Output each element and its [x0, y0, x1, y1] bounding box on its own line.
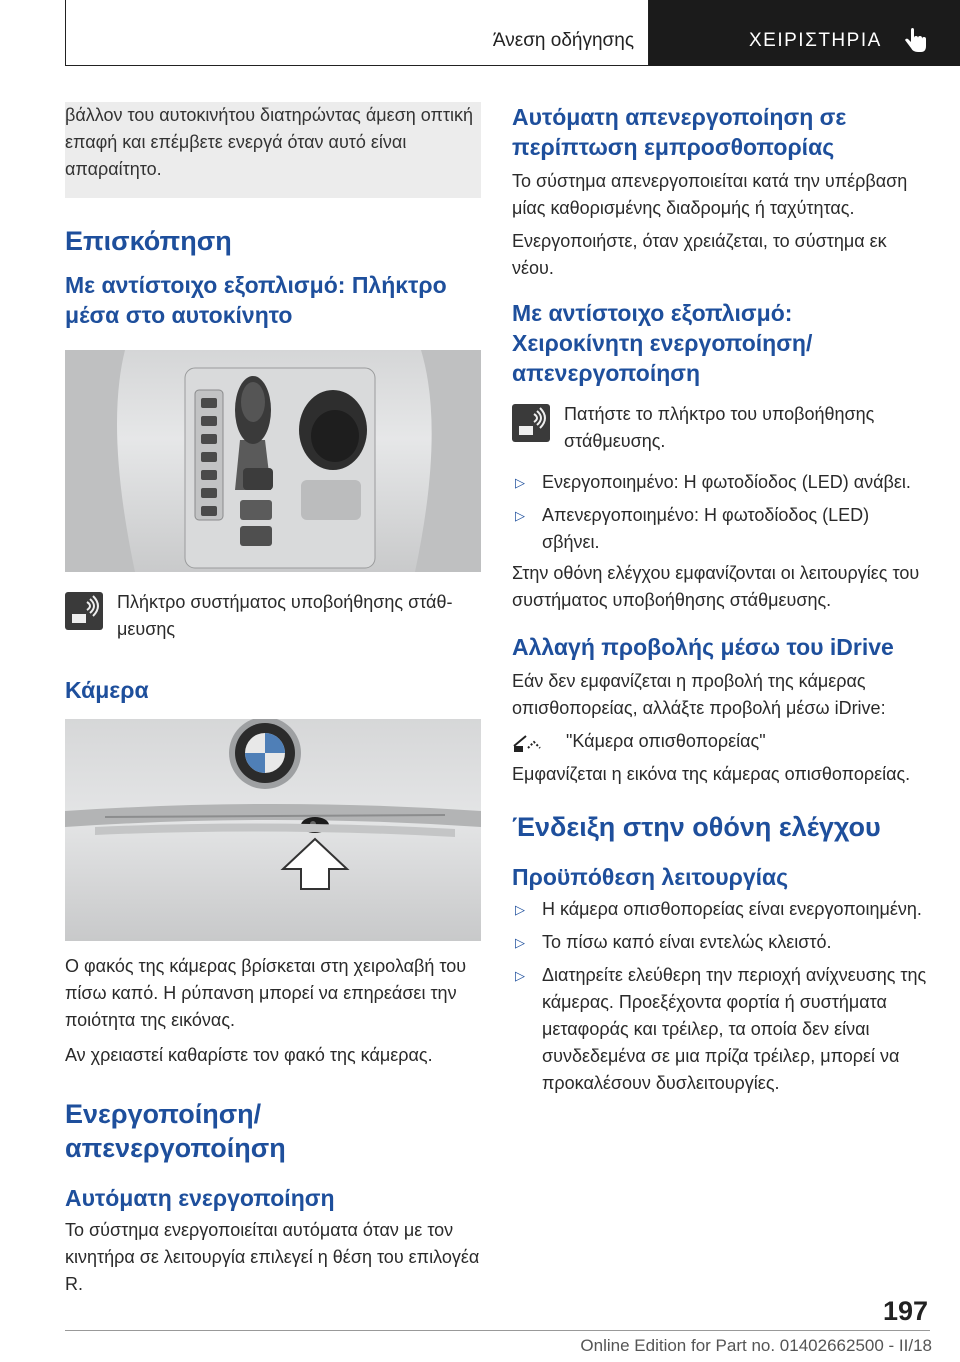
page-header [65, 0, 960, 66]
equipment-button-heading: Με αντίστοιχο εξοπλισμό: Πλήκτρο μέσα στο αυτοκίνητο [65, 272, 447, 328]
rear-camera-photo [65, 719, 481, 941]
rear-camera-illustration [65, 719, 481, 941]
bullet-arrow-icon: ▷ [515, 508, 525, 523]
header-chapter-title: ΧΕΙΡΙΣΤΗΡΙΑ [749, 30, 882, 51]
display-heading: Ένδειξη στην οθόνη ελέγχου [512, 812, 881, 842]
list-item [512, 469, 928, 496]
footer-divider [65, 1330, 930, 1331]
auto-activation-text: Το σύστημα ενεργοποιείται αυτόματα όταν με τον κινητήρα σε λειτουργία επιλεγεί η θέση του επιλογέα R. [65, 1220, 480, 1294]
idrive-menu-row [512, 728, 928, 755]
list-item [512, 502, 928, 556]
activation-heading: Ενεργοποίηση/απενεργοποίηση [65, 1099, 286, 1163]
note-text: βάλλον του αυτοκινήτου διατηρώντας άμεση οπτική επαφή και επέμβετε ενεργά όταν αυτό είναι απαραίτητο. [65, 105, 474, 179]
list-item [512, 929, 928, 956]
left-column [65, 102, 481, 1298]
led-off-text: Απενεργοποιημένο: Η φωτοδίοδος (LED) σβήνει. [542, 505, 870, 552]
footer-edition-text: Online Edition for Part no. 01402662500 - II/18 [580, 1336, 932, 1355]
list-item [512, 962, 928, 1097]
prerequisite-heading: Προϋπόθεση λειτουργίας [512, 864, 789, 890]
prereq-item: Το πίσω καπό είναι εντελώς κλειστό. [542, 932, 832, 952]
bullet-arrow-icon: ▷ [515, 935, 525, 950]
header-chapter-box [649, 0, 960, 66]
camera-view-icon [512, 728, 544, 755]
parking-assist-button-icon [512, 404, 550, 442]
bullet-arrow-icon: ▷ [515, 475, 525, 490]
bullet-arrow-icon: ▷ [515, 902, 525, 917]
led-on-text: Ενεργοποιημένο: Η φωτοδίοδος (LED) ανάβει. [542, 472, 911, 492]
auto-deactivation-heading: Αυτόματη απενεργοποίηση σε περίπτωση εμπροσθοπορίας [512, 104, 847, 160]
functions-text: Στην οθόνη ελέγχου εμφανίζονται οι λειτουργίες του συστήματος υποβοήθησης στάθμευσης. [512, 563, 920, 610]
bullet-arrow-icon: ▷ [515, 968, 525, 983]
idrive-heading: Αλλαγή προβολής μέσω του iDrive [512, 634, 894, 660]
parking-assist-button-icon [65, 592, 103, 630]
manual-instruction-text: Πατήστε το πλήκτρο του υποβοήθησης στάθμευσης. [564, 404, 875, 451]
idrive-result-text: Εμφανίζεται η εικόνα της κάμερας οπισθοπορείας. [512, 764, 911, 784]
list-item [512, 896, 928, 923]
page-number: 197 [882, 1296, 928, 1326]
header-section-box [65, 0, 649, 66]
camera-heading: Κάμερα [65, 677, 149, 703]
overview-heading: Επισκόπηση [65, 226, 232, 256]
reactivate-text: Ενεργοποιήστε, όταν χρειάζεται, το σύστημα εκ νέου. [512, 231, 887, 278]
prereq-item: Η κάμερα οπισθοπορείας είναι ενεργοποιημένη. [542, 899, 922, 919]
idrive-text: Εάν δεν εμφανίζεται η προβολή της κάμερας οπισθοπορείας, αλλάξτε προβολή μέσω iDrive: [512, 671, 886, 718]
right-column [512, 102, 928, 1097]
manual-activation-heading: Με αντίστοιχο εξοπλισμό: Χειροκίνητη ενεργοποίηση/ απενεργοποίηση [512, 300, 813, 386]
camera-lens-text: Ο φακός της κάμερας βρίσκεται στη χειρολαβή του πίσω καπό. Η ρύπανση μπορεί να επηρεάσει την ποιότητα της εικόνας. [65, 956, 467, 1030]
button-caption-text: Πλήκτρο συστήματος υποβοήθησης στάθμευσης [117, 592, 453, 639]
manual-instruction-row [512, 404, 928, 455]
hand-pointer-icon [901, 26, 931, 56]
auto-activation-heading: Αυτόματη ενεργοποίηση [65, 1185, 335, 1211]
prereq-item: Διατηρείτε ελεύθερη την περιοχή ανίχνευσης της κάμερας. Προεξέχοντα φορτία ή συστήματα μεταφοράς και τρέιλερ, τα οποία δεν είναι συνδεδεμένα σε μια πρίζα τρέιλερ, μπορεί να προκαλέσουν δυσλειτουργίες. [542, 965, 927, 1093]
idrive-menu-item: "Κάμερα οπισθοπορείας" [566, 731, 766, 751]
center-console-photo [65, 350, 481, 572]
auto-deactivation-text: Το σύστημα απενεργοποιείται κατά την υπέρβαση μίας καθορισμένης διαδρομής ή ταχύτητας. [512, 171, 908, 218]
header-section-title: Άνεση οδήγησης [492, 30, 634, 51]
note-box [65, 102, 481, 198]
button-caption-row [65, 592, 481, 643]
camera-clean-text: Αν χρειαστεί καθαρίστε τον φακό της κάμερας. [65, 1045, 433, 1065]
center-console-illustration [65, 350, 481, 572]
